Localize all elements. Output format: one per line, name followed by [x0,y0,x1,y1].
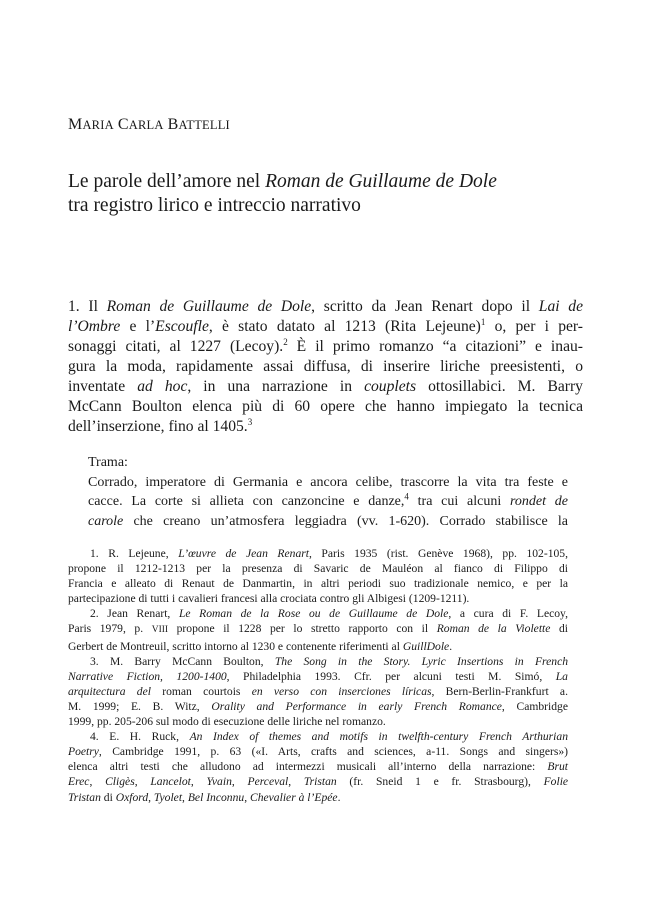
footnote-line: Francia e alleato di Renaut de Danmartin, in altri periodi suo tradizionale nemico, e per la [68,577,568,591]
footnote-line: M. 1999; E. B. Witz, Orality and Performance in early French Romance, Cambridge [68,699,568,713]
body-line: 1. Il Roman de Guillaume de Dole, scritto da Jean Renart dopo il Lai de [68,298,583,315]
author-name: MARIA CARLA BATTELLI [68,116,230,133]
footnote-line: Narrative Fiction, 1200-1400, Philadelphia 1993. Cfr. per alcuni testi M. Simó, La [68,669,568,683]
footnotes [68,546,568,805]
footnote-line: Paris 1979, p. VIII propone il 1228 per lo stretto rapporto con il Roman de la Violette di [68,622,569,636]
footnote-line: Erec, Cligès, Lancelot, Yvain, Perceval, Tristan (fr. Sneid 1 e fr. Strasbourg), Folie [68,775,569,789]
footnote-line: elenca altri testi che alludono ad intermezzi musicali all’interno della narrazione: Brut [68,760,568,774]
footnote-2: 2. Jean Renart, Le Roman de la Rose ou de Guillaume de Dole, a cura di F. Lecoy, [90,607,569,621]
body-line: gura la moda, rapidamente assai diffusa, di inserire liriche preesistenti, o [68,358,583,375]
article-title [68,170,588,218]
footnote-line: Poetry, Cambridge 1991, p. 63 («I. Arts, crafts and sciences, a-11. Songs and singers») [68,745,568,759]
footnote-line: Gerbert de Montreuil, scritto intorno al 1230 e contenente riferimenti al GuillDole. [68,639,453,653]
title-line-2: tra registro lirico e intreccio narrativo [68,195,361,216]
body-line: inventate ad hoc, in una narrazione in couplets ottosillabici. M. Barry [68,378,583,395]
footnote-4: 4. E. H. Ruck, An Index of themes and motifs in twelfth-century French Arthurian [90,730,568,744]
body-line: McCann Boulton elenca più di 60 opere che hanno impiegato la tecnica [68,398,583,415]
footnote-3: 3. M. Barry McCann Boulton, The Song in the Story. Lyric Insertions in French [90,654,569,668]
footnote-ref[interactable]: 2 [283,336,288,347]
footnote-line: propone il 1212-1213 per la presenza di Savaric de Mauléon al fianco di Filippo di [68,562,568,576]
footnote-line: Tristan di Oxford, Tyolet, Bel Inconnu, Chevalier à l’Epée. [68,790,341,804]
footnote-line: partecipazione di tutti i cavalieri francesi alla crociata contro gli Albigesi (1209-1211). [68,592,470,606]
footnote-1: 1. R. Lejeune, L’œuvre de Jean Renart, Paris 1935 (rist. Genève 1968), pp. 102-105, [90,547,568,560]
title-line-1: Le parole dell’amore nel Roman de Guillaume de Dole [68,171,497,192]
trama-block [88,453,568,531]
trama-line: Corrado, imperatore di Germania e ancora celibe, trascorre la vita tra feste e [88,474,568,490]
footnote-line: arquitectura del roman courtois en verso con inserciones líricas, Bern-Berlin-Frankfurt a. [68,684,568,698]
body-line: dell’inserzione, fino al 1405.$^3$ [68,416,253,435]
trama-heading: Trama: [88,455,128,470]
trama-line: cacce. La corte si allieta con canzoncine e danze,$^4$ tra cui alcuni rondet de [88,491,568,509]
body-paragraph [68,297,583,437]
body-line: l’Ombre e l’Escoufle, è stato datato al 1213 (Rita Lejeune)$^1$ o, per i per- [68,316,583,335]
body-line: sonaggi citati, al 1227 (Lecoy).$^2$ È il primo romanzo “a citazioni” e inau- [68,336,583,355]
footnote-ref[interactable]: 3 [247,416,253,427]
footnote-line: 1999, pp. 205-206 sul modo di esecuzione delle liriche nel romanzo. [68,715,386,729]
trama-line: carole che creano un’atmosfera leggiadra (vv. 1-620). Corrado stabilisce la [88,513,568,529]
footnote-ref[interactable]: 1 [480,316,486,327]
footnote-ref[interactable]: 4 [404,491,409,502]
